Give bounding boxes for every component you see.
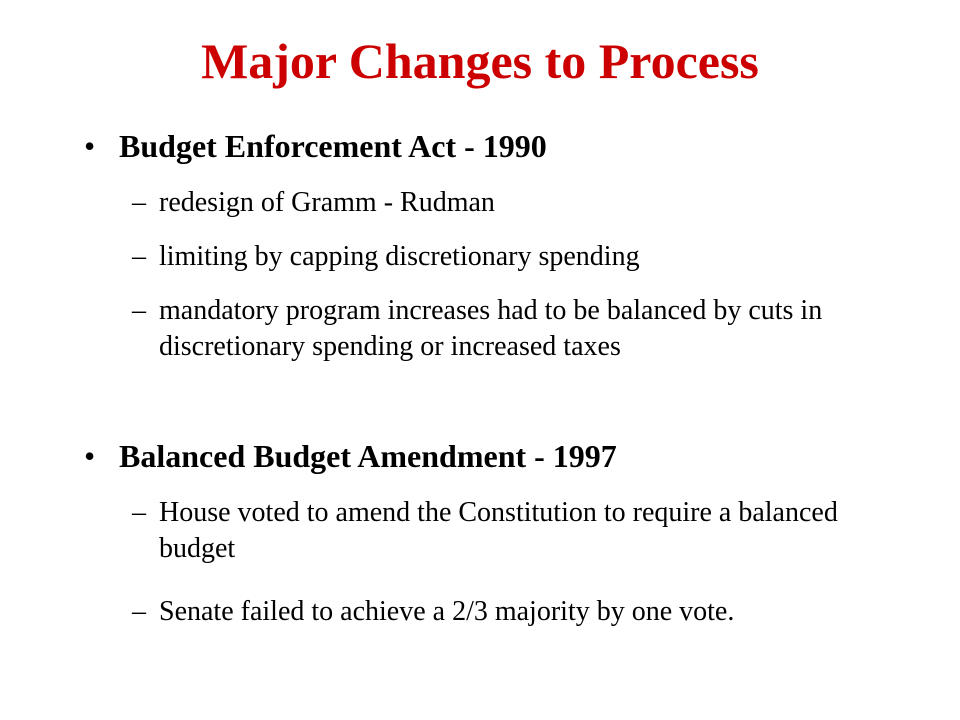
list-item bbox=[132, 239, 852, 275]
dash-icon: – bbox=[132, 241, 146, 272]
dash-icon: – bbox=[132, 497, 146, 528]
dash-icon: – bbox=[132, 295, 146, 326]
list-item-text: mandatory program increases had to be balanced by cuts in discretionary spending or increased taxes bbox=[159, 295, 823, 362]
section-heading-label: Budget Enforcement Act - 1990 bbox=[119, 128, 547, 164]
section-heading-label: Balanced Budget Amendment - 1997 bbox=[119, 438, 617, 474]
list-item-text: redesign of Gramm - Rudman bbox=[159, 187, 495, 218]
list-item bbox=[132, 495, 852, 567]
dash-icon: – bbox=[132, 596, 146, 627]
slide-title: Major Changes to Process bbox=[201, 33, 759, 89]
list-item-text: Senate failed to achieve a 2/3 majority by one vote. bbox=[159, 596, 735, 627]
list-item-text: House voted to amend the Constitution to require a balanced budget bbox=[159, 497, 838, 564]
list-item bbox=[132, 594, 852, 630]
list-item bbox=[132, 293, 852, 365]
list-item bbox=[132, 185, 852, 221]
list-item-text: limiting by capping discretionary spending bbox=[159, 241, 640, 272]
bullet-icon: • bbox=[84, 128, 96, 164]
bullet-icon: • bbox=[84, 438, 96, 474]
dash-icon: – bbox=[132, 187, 146, 218]
